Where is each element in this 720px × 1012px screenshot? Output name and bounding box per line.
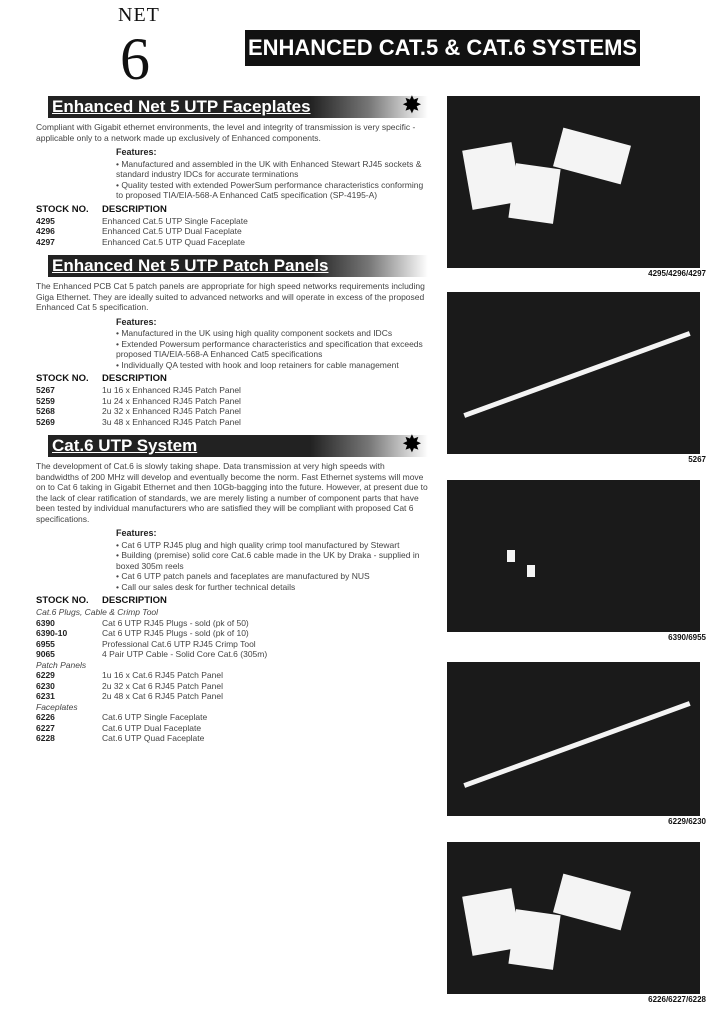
stock-no: 6390-10	[36, 628, 68, 638]
table-header	[36, 373, 428, 385]
logo-net: NET	[118, 4, 160, 26]
section-0	[36, 92, 428, 247]
section-heading-band	[36, 431, 428, 458]
stock-no: 4297	[36, 236, 55, 247]
sections	[36, 92, 428, 744]
stock-no: 5259	[36, 395, 55, 406]
section-intro: Compliant with Gigabit ethernet environments, the level and integrity of transmission is very specific - applicable only to a network made up exclusively of Enhanced components.	[36, 122, 416, 143]
product-group-label: Faceplates	[36, 701, 78, 712]
stock-no: 6955	[36, 638, 55, 649]
stock-no: 4295	[36, 215, 55, 226]
table-row	[36, 406, 428, 417]
description: 2u 48 x Cat 6 RJ45 Patch Panel	[102, 691, 223, 701]
stock-no: 6390	[36, 617, 55, 628]
description: 1u 24 x Enhanced RJ45 Patch Panel	[102, 395, 241, 406]
table-row	[36, 226, 428, 237]
feature-item: • Extended Powersum performance characteristics and specification that exceeds proposed TIA/EIA-568-A Enhanced Cat5 specifications	[116, 339, 428, 360]
stock-no: 6228	[36, 733, 55, 743]
photo-caption: 4295/4296/4297	[648, 269, 706, 278]
page-title: ENHANCED CAT.5 & CAT.6 SYSTEMS	[245, 30, 640, 66]
features	[116, 317, 428, 371]
feature-item: • Cat 6 UTP RJ45 plug and high quality crimp tool manufactured by Stewart	[116, 540, 428, 551]
section-1	[36, 255, 428, 427]
stock-no: 6231	[36, 691, 55, 701]
section-heading-band	[36, 255, 428, 277]
col-description: DESCRIPTION	[102, 595, 167, 606]
features-label: Features:	[116, 316, 157, 327]
stock-no: 6229	[36, 670, 55, 680]
col-description: DESCRIPTION	[102, 203, 167, 215]
description: Cat 6 UTP RJ45 Plugs - sold (pk of 50)	[102, 617, 249, 628]
description: Cat.6 UTP Dual Faceplate	[102, 722, 202, 733]
table-row	[36, 628, 428, 639]
col-stock-no: STOCK NO.	[36, 203, 89, 215]
description: Enhanced Cat.5 UTP Dual Faceplate	[102, 226, 242, 236]
table-header	[36, 595, 428, 607]
features	[116, 528, 428, 592]
description: Enhanced Cat.5 UTP Quad Faceplate	[102, 236, 246, 247]
table-row	[36, 681, 428, 692]
table-row	[36, 385, 428, 396]
table-row	[36, 216, 428, 227]
description: 2u 32 x Cat 6 RJ45 Patch Panel	[102, 680, 223, 691]
section-heading: Enhanced Net 5 UTP Faceplates	[52, 97, 311, 116]
description: Cat 6 UTP RJ45 Plugs - sold (pk of 10)	[102, 628, 249, 638]
star-burst-icon: ✸	[401, 92, 422, 119]
feature-item: • Quality tested with extended PowerSum performance characteristics conforming to proposed TIA/EIA-568-A Enhanced Cat5 specification (SP-4195-A)	[116, 180, 428, 201]
product-group-label: Cat.6 Plugs, Cable & Crimp Tool	[36, 607, 159, 617]
section-intro: The development of Cat.6 is slowly taking shape. Data transmission at very high speeds with bandwidths of 200 MHz will develop and eventually become the norm. Fast Ethernet systems will move on to Cat 6 taking in Gigabit Ethernet and then 10Gb-bagging into the future. However, at present due to the lack of clear ratification of standards, we are merely listing a number of component parts that have been tested by individual manufacturers who are satisfied they will be compliant with proposed Cat 6 specifications.	[36, 461, 428, 524]
description: 2u 32 x Enhanced RJ45 Patch Panel	[102, 406, 241, 416]
stock-no: 5268	[36, 406, 55, 416]
section-heading: Enhanced Net 5 UTP Patch Panels	[52, 256, 329, 275]
logo-six: 6	[120, 26, 150, 92]
stock-no: 5267	[36, 385, 55, 395]
description: 3u 48 x Enhanced RJ45 Patch Panel	[102, 416, 241, 427]
stock-no: 6227	[36, 722, 55, 733]
stock-no: 6226	[36, 712, 55, 722]
stock-no: 5269	[36, 416, 55, 427]
description: Cat.6 UTP Single Faceplate	[102, 712, 208, 722]
product-photo	[447, 292, 700, 454]
table-row	[36, 649, 428, 660]
product-photo	[447, 842, 700, 994]
description: Professional Cat.6 UTP RJ45 Crimp Tool	[102, 638, 256, 649]
table-row	[36, 618, 428, 629]
features	[116, 147, 428, 201]
product-photo	[447, 662, 700, 816]
stock-no: 9065	[36, 649, 55, 659]
col-description: DESCRIPTION	[102, 373, 167, 384]
photo-caption: 6226/6227/6228	[648, 995, 706, 1004]
stock-no: 4296	[36, 226, 55, 236]
table-row	[36, 712, 428, 723]
section-intro: The Enhanced PCB Cat 5 patch panels are appropriate for high speed networks requirements including Giga Ethernet. They are ideally suited to advanced networks and will operate in excess of the proposed Enhanced Cat 5 specification.	[36, 281, 425, 312]
table-row	[36, 639, 428, 650]
col-stock-no: STOCK NO.	[36, 595, 89, 606]
star-burst-icon: ✸	[401, 431, 422, 458]
table-row	[36, 396, 428, 407]
feature-item: • Call our sales desk for further technical details	[116, 582, 428, 593]
net6-logo	[112, 4, 182, 94]
table-row	[36, 723, 428, 734]
table-row	[36, 417, 428, 428]
section-heading: Cat.6 UTP System	[52, 436, 198, 455]
feature-item: • Manufactured in the UK using high quality component sockets and IDCs	[116, 328, 428, 339]
feature-item: • Individually QA tested with hook and loop retainers for cable management	[116, 360, 428, 371]
feature-item: • Cat 6 UTP patch panels and faceplates are manufactured by NUS	[116, 571, 428, 582]
description: 1u 16 x Cat.6 RJ45 Patch Panel	[102, 670, 223, 680]
section-2	[36, 431, 428, 744]
product-group-label: Patch Panels	[36, 659, 87, 670]
product-photo	[447, 96, 700, 268]
col-stock-no: STOCK NO.	[36, 373, 89, 384]
photo-caption: 6390/6955	[668, 633, 706, 642]
stock-no: 6230	[36, 680, 55, 691]
table-header	[36, 204, 428, 216]
feature-item: • Building (premise) solid core Cat.6 cable made in the UK by Draka - supplied in boxed 305m reels	[116, 550, 428, 571]
description: Enhanced Cat.5 UTP Single Faceplate	[102, 215, 248, 226]
feature-item: • Manufactured and assembled in the UK with Enhanced Stewart RJ45 sockets & standard industry IDCs for accurate terminations	[116, 159, 428, 180]
table-row	[36, 733, 428, 744]
description: 1u 16 x Enhanced RJ45 Patch Panel	[102, 385, 241, 395]
description: Cat.6 UTP Quad Faceplate	[102, 733, 205, 743]
photo-caption: 5267	[688, 455, 706, 464]
features-label: Features:	[116, 528, 157, 538]
table-row	[36, 691, 428, 702]
table-row	[36, 237, 428, 248]
description: 4 Pair UTP Cable - Solid Core Cat.6 (305m)	[102, 649, 268, 659]
product-photo	[447, 480, 700, 632]
photo-caption: 6229/6230	[668, 817, 706, 826]
section-heading-band	[36, 92, 428, 119]
table-row	[36, 670, 428, 681]
features-label: Features:	[116, 147, 157, 157]
